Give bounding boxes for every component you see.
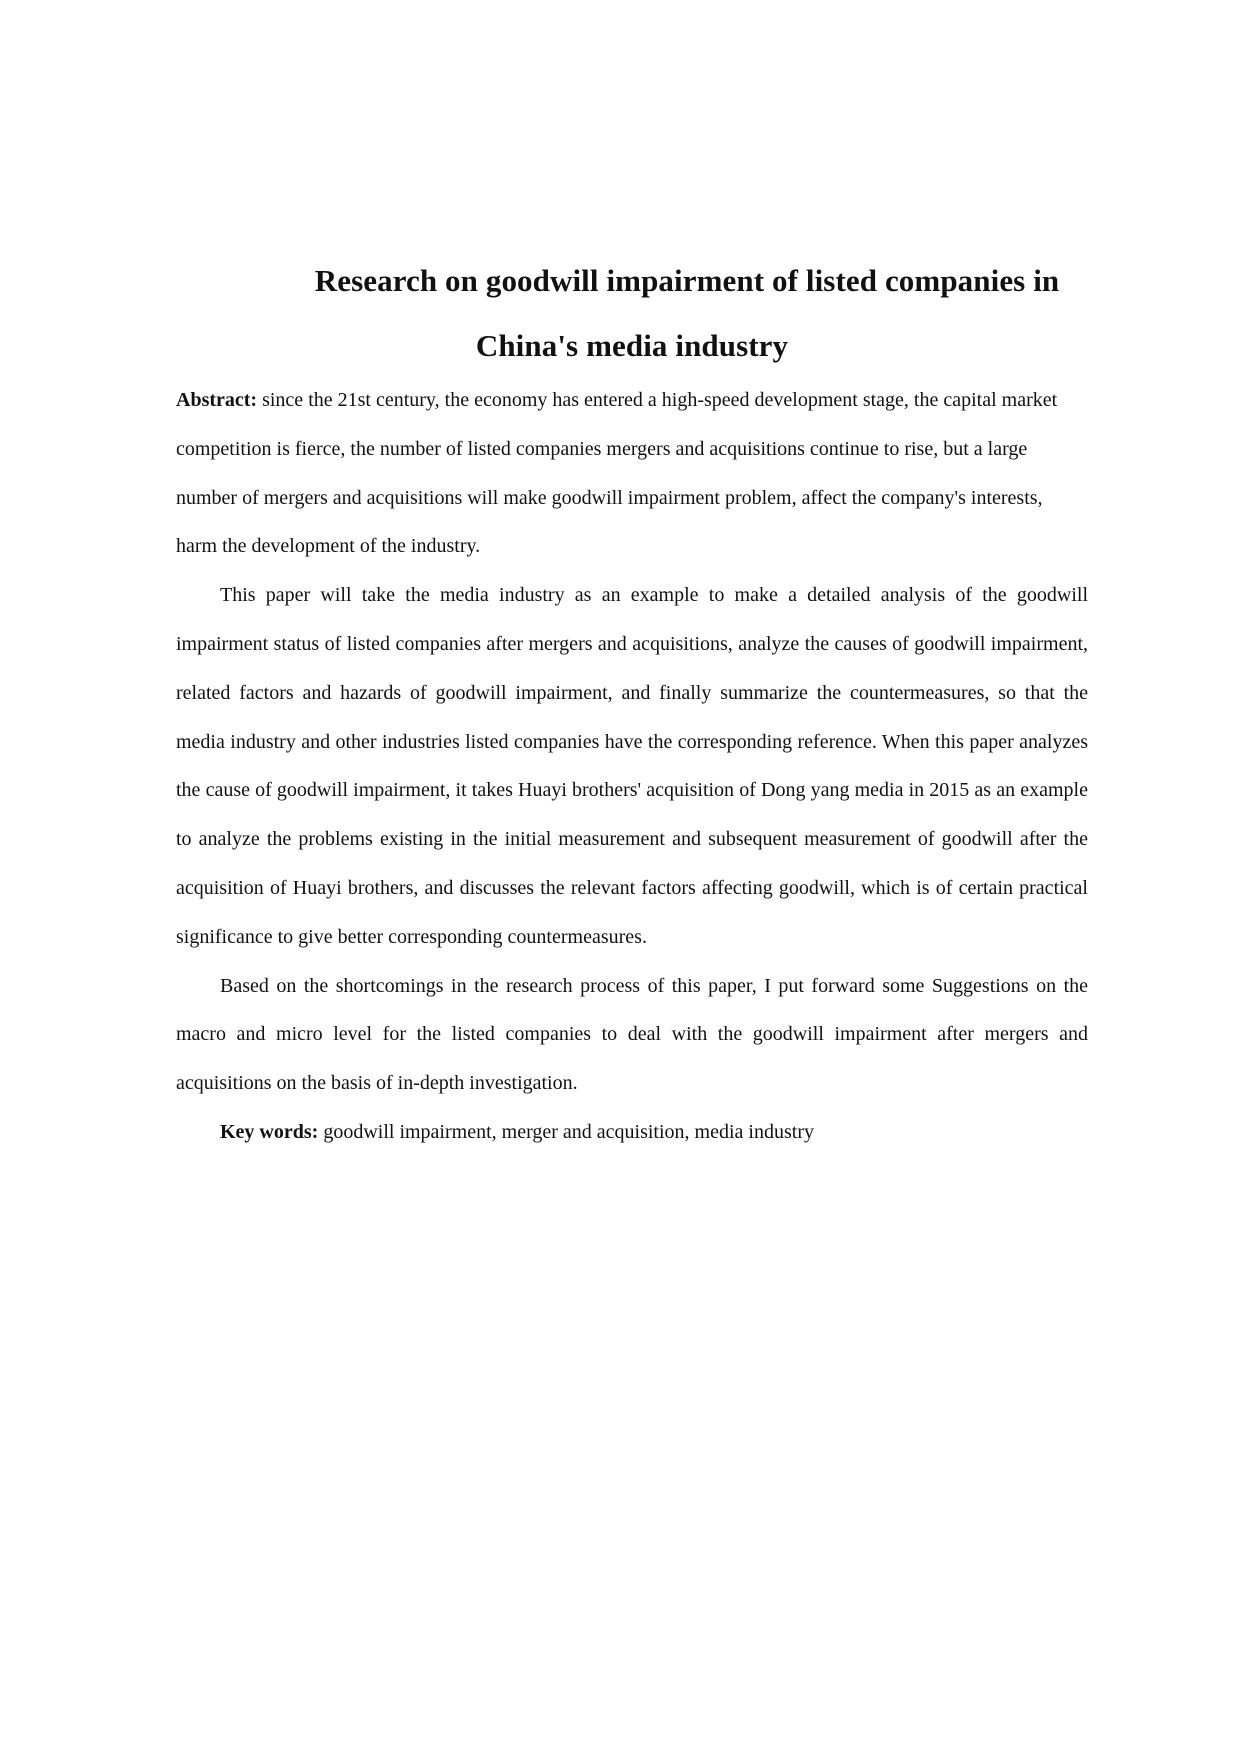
- title-line-1: Research on goodwill impairment of listed companies in: [314, 263, 1060, 298]
- document-title: [176, 248, 1088, 378]
- keywords-text: goodwill impairment, merger and acquisition, media industry: [318, 1120, 814, 1143]
- body-paragraph-3: Based on the shortcomings in the research process of this paper, I put forward some Suggestions on the macro and micro level for the listed companies to deal with the goodwill impairment after mergers and acquisitions on the basis of in-depth investigation.: [176, 974, 1088, 1095]
- keywords-paragraph: [176, 1108, 1088, 1157]
- title-line-2: China's media industry: [475, 328, 789, 363]
- body-paragraph-2: This paper will take the media industry as an example to make a detailed analysis of the goodwill impairment status of listed companies after mergers and acquisitions, analyze the causes of goodwill impairment, related factors and hazards of goodwill impairment, and finally summarize the countermeasures, so that the media industry and other industries listed companies have the corresponding reference. When this paper analyzes the cause of goodwill impairment, it takes Huayi brothers' acquisition of Dong yang media in 2015 as an example to analyze the problems existing in the initial measurement and subsequent measurement of goodwill after the acquisition of Huayi brothers, and discusses the relevant factors affecting goodwill, which is of certain practical significance to give better corresponding countermeasures.: [176, 584, 1088, 948]
- abstract-label: Abstract:: [176, 389, 258, 411]
- abstract-paragraph: [176, 376, 1088, 571]
- abstract-text: since the 21st century, the economy has entered a high-speed development stage, the capital market competition is fierce, the number of listed companies mergers and acquisitions continue to rise, but a large number of mergers and acquisitions will make goodwill impairment problem, affect the company's interests, harm the development of the industry.: [176, 389, 1058, 558]
- keywords-label: Key words:: [220, 1120, 319, 1143]
- document-body: [176, 376, 1088, 1157]
